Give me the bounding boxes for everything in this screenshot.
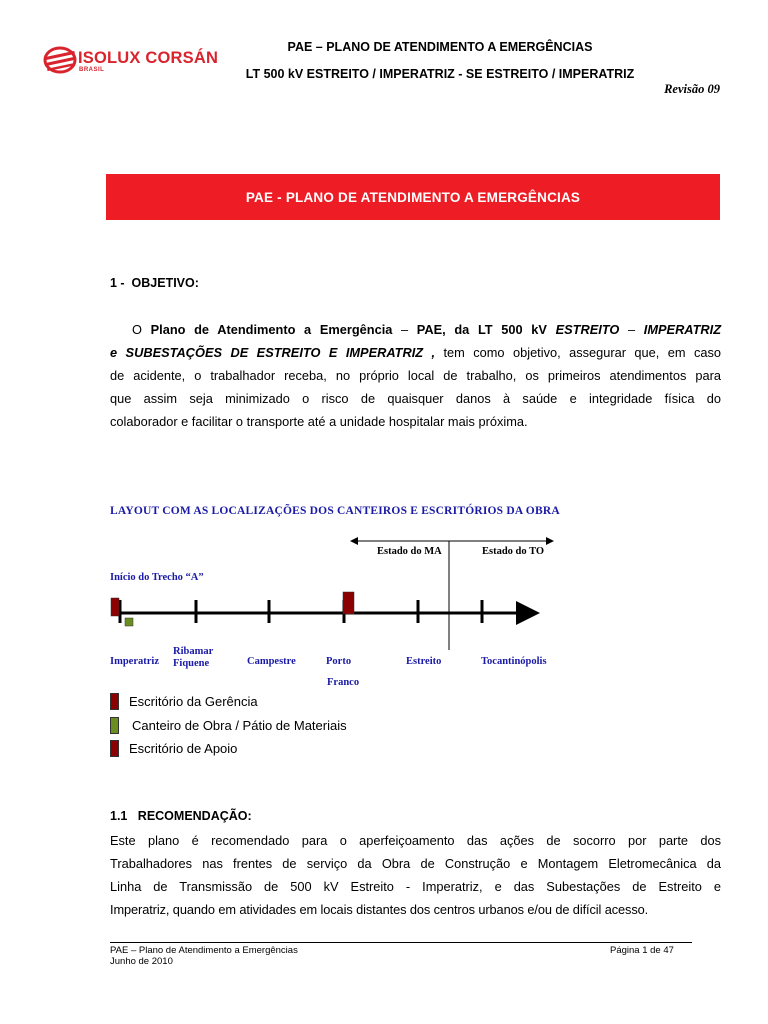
text-run-bold: PAE, da LT 500 kV [416, 322, 547, 337]
revision-label: Revisão 09 [664, 82, 720, 96]
header-subtitle: LT 500 kV ESTREITO / IMPERATRIZ - SE ESTREITO / IMPERATRIZ [245, 67, 635, 81]
section-heading-objetivo: 1 - OBJETIVO: [110, 276, 199, 290]
header-title: PAE – PLANO DE ATENDIMENTO A EMERGÊNCIAS [287, 40, 593, 54]
text-run: – [619, 322, 644, 337]
route-diagram [100, 530, 570, 700]
legend-swatch-dark-red [110, 740, 119, 757]
place-estreito: Estreito [406, 656, 442, 667]
legend-label: Escritório da Gerência [129, 694, 258, 709]
objetivo-line-5: colaborador e facilitar o transporte até a unidade hospitalar mais próxima. [110, 414, 528, 429]
recomendacao-paragraph [110, 829, 721, 921]
text-run-bold-italic: e SUBESTAÇÕES DE ESTREITO E IMPERATRIZ , [110, 345, 436, 360]
layout-title: LAYOUT COM AS LOCALIZAÇÕES DOS CANTEIROS E ESCRITÓRIOS DA OBRA [110, 505, 560, 517]
legend-label: Escritório de Apoio [129, 741, 238, 756]
legend-item-gerencia [110, 693, 258, 710]
title-banner: PAE - PLANO DE ATENDIMENTO A EMERGÊNCIAS [106, 174, 720, 220]
footer-page-number: Página 1 de 47 [610, 945, 674, 956]
recomendacao-line-1: Este plano é recomendado para o aperfeiçoamento das ações de socorro por parte dos [110, 833, 721, 848]
legend-swatch-green [110, 717, 119, 734]
place-fiquene: Fiquene [173, 658, 210, 669]
place-franco: Franco [327, 677, 360, 688]
legend-item-apoio [110, 740, 237, 757]
objetivo-line-4: que assim seja minimizado o risco de quaisquer danos à saúde e integridade física do [110, 391, 721, 406]
text-run: tem como objetivo, assegurar que, em caso [435, 345, 721, 360]
text-run: O [132, 322, 151, 337]
objetivo-line-1 [110, 318, 721, 341]
text-run: – [392, 322, 417, 337]
footer-divider [110, 942, 692, 943]
place-porto: Porto [326, 656, 352, 667]
place-campestre: Campestre [247, 656, 296, 667]
support-office-marker [343, 592, 354, 614]
logo-subtext: BRASIL [79, 67, 105, 73]
text-run-bold: Plano de Atendimento a Emergência [150, 322, 393, 337]
footer-date: Junho de 2010 [110, 956, 173, 967]
recomendacao-line-3: Linha de Transmissão de 500 kV Estreito - Imperatriz, e das Subestações de Estreito e [110, 879, 721, 894]
place-imperatriz: Imperatriz [110, 656, 159, 667]
legend-label: Canteiro de Obra / Pátio de Materiais [132, 718, 347, 733]
start-label: Início do Trecho “A” [110, 572, 204, 583]
worksite-marker [125, 618, 133, 626]
logo-text: ISOLUX CORSÁN [78, 49, 219, 67]
objetivo-paragraph [110, 318, 721, 433]
management-office-marker [111, 598, 119, 616]
objetivo-line-2 [110, 341, 721, 364]
legend-item-canteiro [110, 717, 347, 734]
legend-swatch-dark-red [110, 693, 119, 710]
place-tocantinopolis: Tocantinópolis [481, 656, 547, 667]
recomendacao-line-2: Trabalhadores nas frentes de serviço da Obra de Construção e Montagem Eletromecânica da [110, 856, 721, 871]
footer-document-title: PAE – Plano de Atendimento a Emergências [110, 945, 298, 956]
objetivo-line-3: de acidente, o trabalhador receba, no próprio local de trabalho, os primeiros atendimentos para [110, 368, 721, 383]
text-run-bold-italic: ESTREITO [546, 322, 620, 337]
text-run-bold-italic: IMPERATRIZ [643, 322, 722, 337]
place-ribamar: Ribamar [173, 646, 214, 657]
state-label-to: Estado do TO [482, 546, 545, 557]
recomendacao-line-4: Imperatriz, quando em atividades em locais distantes dos centros urbanos e/ou de difícil acesso. [110, 902, 649, 917]
state-label-ma: Estado do MA [377, 546, 442, 557]
section-heading-recomendacao: 1.1 RECOMENDAÇÃO: [110, 809, 252, 823]
